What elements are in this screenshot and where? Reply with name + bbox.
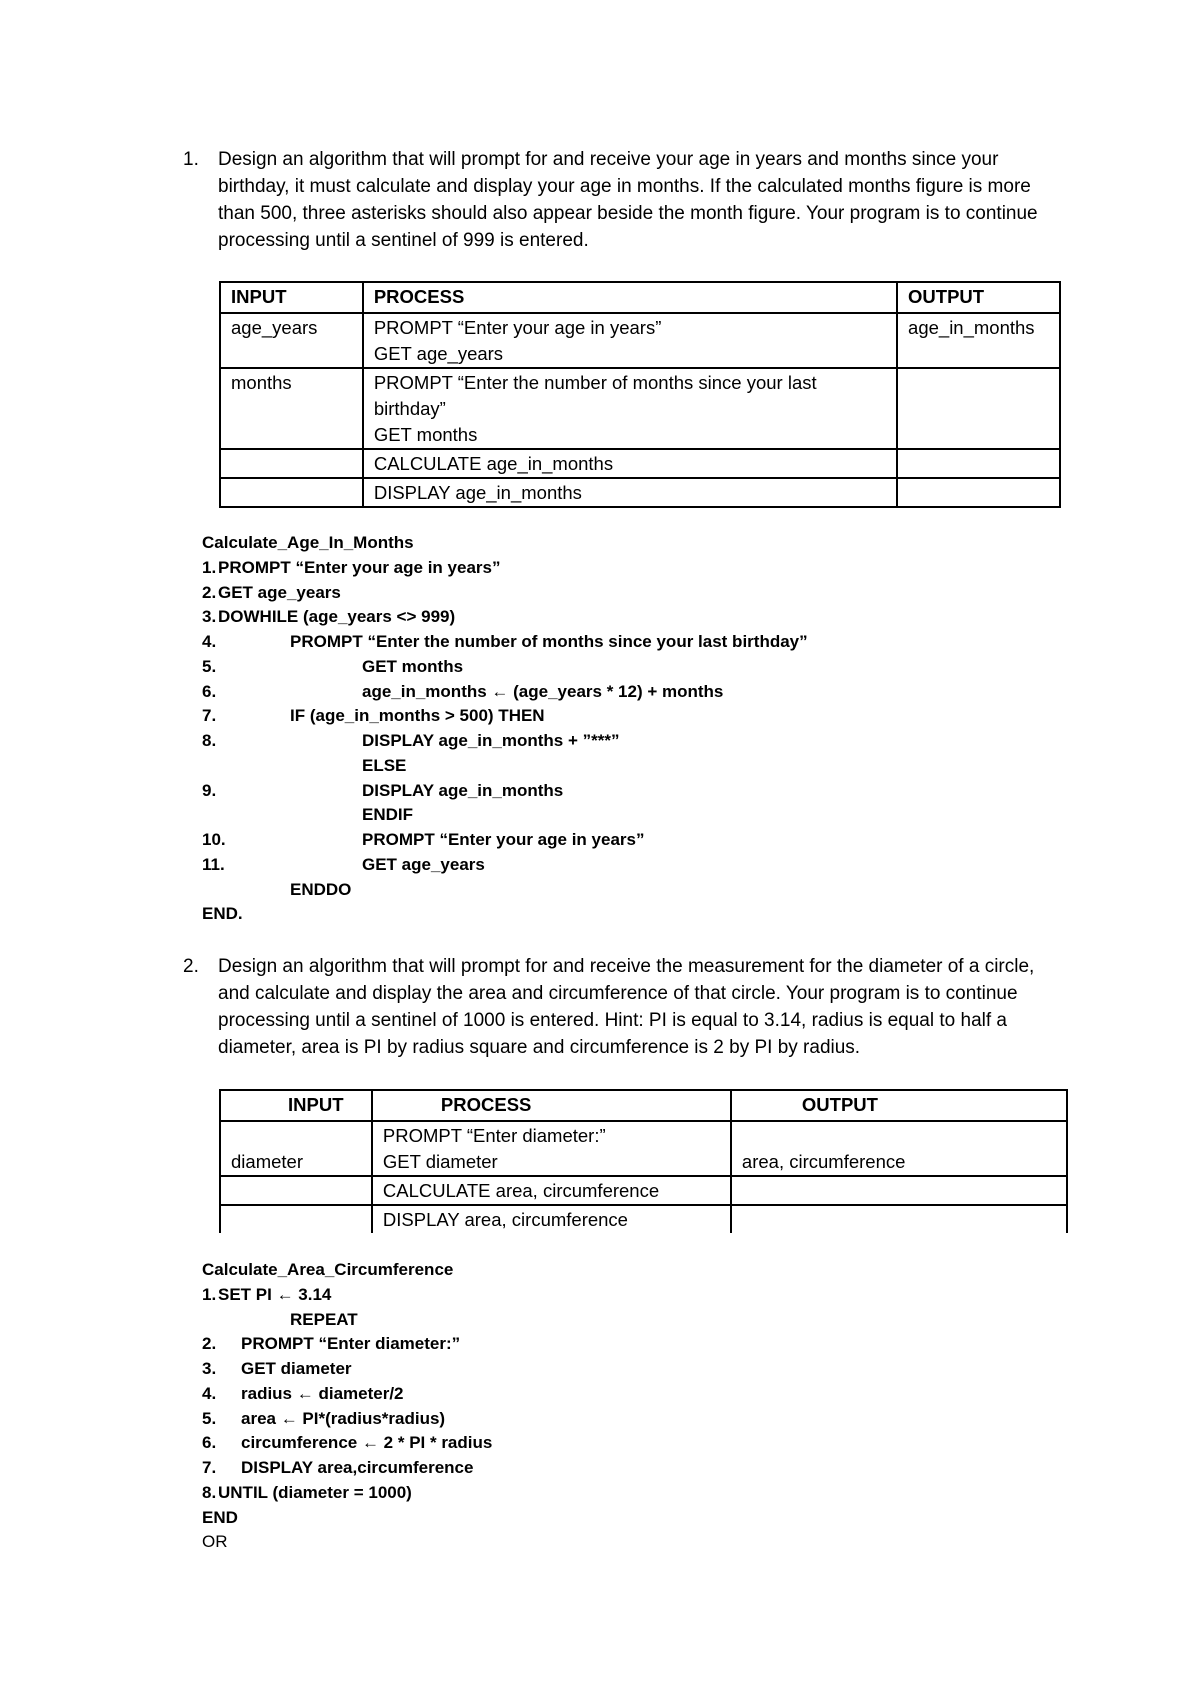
line-number: 7.	[202, 706, 217, 726]
table-header-row	[220, 1090, 1067, 1121]
code-line: REPEAT	[290, 1309, 358, 1329]
process-cell	[372, 1121, 731, 1176]
code-line: PROMPT “Enter diameter:”	[241, 1334, 461, 1354]
question-text: Design an algorithm that will prompt for and receive the measurement for the diameter of a circle, and calculate and display the area and circumference of that circle. Your program is to continue processing until a sentinel of 1000 is entered. Hint: PI is equal to 3.14, radius is equal to half a diameter, area is PI by radius square and circumference is 2 by PI by radius.	[218, 956, 1035, 1058]
code-line: ENDIF	[362, 805, 413, 825]
question-1	[183, 146, 1063, 256]
header-process: PROCESS	[372, 1090, 731, 1121]
header-process: PROCESS	[363, 282, 897, 313]
process-cell: DISPLAY age_in_months	[363, 478, 897, 507]
process-cell: CALCULATE area, circumference	[372, 1176, 731, 1205]
code-line: UNTIL (diameter = 1000)	[218, 1482, 412, 1502]
table-row	[220, 313, 1060, 368]
line-number: END	[202, 1507, 238, 1527]
algorithm-title: Calculate_Area_Circumference	[202, 1260, 454, 1279]
question-number: 2.	[183, 956, 199, 977]
table-row	[220, 1176, 1067, 1205]
code-line: DISPLAY area,circumference	[241, 1458, 474, 1477]
code-line: SET PI ← 3.14	[218, 1284, 332, 1304]
code-line: DOWHILE (age_years <> 999)	[218, 607, 456, 627]
output-cell: area, circumference	[731, 1121, 1067, 1176]
code-line: GET diameter	[241, 1359, 352, 1378]
line-number: 4.	[202, 1383, 217, 1403]
input-cell	[220, 1176, 372, 1205]
question-text: Design an algorithm that will prompt for and receive your age in years and months since your birthday, it must calculate and display your age in months. If the calculated months figure is more than 500, three asterisks should also appear beside the month figure. Your program is to continue processing until a sentinel of 999 is entered.	[218, 149, 1038, 251]
line-number: 4.	[202, 632, 217, 651]
line-number: 6.	[202, 681, 217, 701]
output-cell	[897, 368, 1060, 449]
line-number: 3.	[202, 607, 217, 627]
ipo-table-1	[219, 281, 1061, 508]
code-line: age_in_months ← (age_years * 12) + months	[362, 681, 724, 701]
header-output: OUTPUT	[731, 1090, 1067, 1121]
algorithm-title: Calculate_Age_In_Months	[202, 533, 414, 552]
code-line: GET months	[362, 656, 464, 676]
output-cell	[897, 449, 1060, 478]
input-cell	[220, 449, 363, 478]
code-line: GET age_years	[362, 854, 485, 874]
table-header-row	[220, 282, 1060, 313]
input-cell: age_years	[220, 313, 363, 368]
output-cell: age_in_months	[897, 313, 1060, 368]
code-line: area ← PI*(radius*radius)	[241, 1408, 446, 1428]
input-cell	[220, 1205, 372, 1233]
line-number: 3.	[202, 1359, 217, 1378]
header-input: INPUT	[220, 282, 363, 313]
code-line: DISPLAY age_in_months + ”***”	[362, 731, 620, 750]
process-line: PROMPT “Enter the number of months since your last birthday”	[373, 372, 817, 419]
code-line: DISPLAY age_in_months	[362, 780, 564, 800]
code-line: PROMPT “Enter your age in years”	[218, 557, 501, 577]
code-line: ENDDO	[290, 879, 352, 899]
line-number: 2.	[202, 582, 217, 602]
process-cell: DISPLAY area, circumference	[372, 1205, 731, 1233]
code-line: radius ← diameter/2	[241, 1383, 404, 1403]
question-2	[183, 953, 1063, 1063]
header-output: OUTPUT	[897, 282, 1060, 313]
line-number: 6.	[202, 1433, 217, 1453]
process-line: PROMPT “Enter your age in years”	[373, 317, 662, 338]
process-line: GET age_years	[373, 343, 504, 364]
code-line: GET age_years	[218, 582, 341, 602]
line-number: 5.	[202, 656, 217, 676]
line-number: 1.	[202, 1284, 217, 1304]
line-number: 1.	[202, 557, 217, 577]
input-cell	[220, 478, 363, 507]
input-cell: diameter	[220, 1121, 372, 1176]
input-cell: months	[220, 368, 363, 449]
table-row	[220, 368, 1060, 449]
process-line: GET months	[373, 424, 478, 445]
output-cell	[731, 1176, 1067, 1205]
line-number: 5.	[202, 1408, 217, 1428]
process-cell	[363, 368, 897, 449]
output-cell	[731, 1205, 1067, 1233]
code-line: IF (age_in_months > 500) THEN	[290, 706, 545, 726]
header-input: INPUT	[220, 1090, 372, 1121]
output-cell	[897, 478, 1060, 507]
line-number: 10.	[202, 830, 226, 849]
line-number: 2.	[202, 1334, 217, 1354]
table-row	[220, 1121, 1067, 1176]
line-number: OR	[202, 1532, 228, 1552]
process-cell	[363, 313, 897, 368]
table-row	[220, 449, 1060, 478]
code-line: circumference ← 2 * PI * radius	[241, 1433, 493, 1453]
table-row	[220, 478, 1060, 507]
code-line: ELSE	[362, 755, 407, 775]
line-number: END.	[202, 904, 243, 924]
line-number: 7.	[202, 1458, 217, 1477]
process-line: GET diameter	[382, 1151, 498, 1172]
ipo-table-2	[219, 1089, 1068, 1233]
code-line: PROMPT “Enter your age in years”	[362, 830, 645, 849]
line-number: 11.	[202, 854, 225, 874]
question-number: 1.	[183, 149, 199, 170]
table-row	[220, 1205, 1067, 1233]
process-cell: CALCULATE age_in_months	[363, 449, 897, 478]
line-number: 9.	[202, 780, 217, 800]
code-line: PROMPT “Enter the number of months since your last birthday”	[290, 632, 808, 651]
process-line: PROMPT “Enter diameter:”	[382, 1125, 606, 1146]
line-number: 8.	[202, 731, 217, 750]
line-number: 8.	[202, 1482, 217, 1502]
